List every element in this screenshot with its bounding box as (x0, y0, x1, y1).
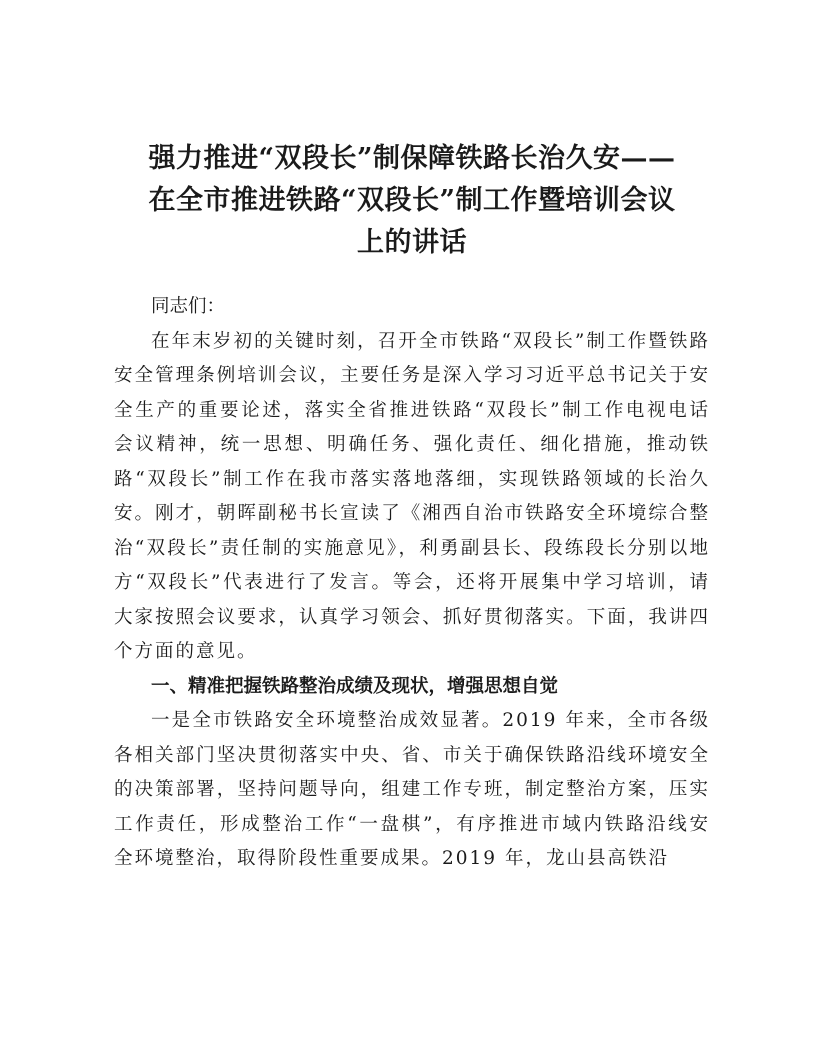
document-title (114, 138, 710, 264)
document-page (114, 138, 710, 877)
title-line-1: 强力推进“双段长”制保障铁路长治久安—— (148, 143, 676, 174)
section-heading: 一、精准把握铁路整治成绩及现状，增强思想自觉 (151, 675, 559, 697)
title-line-2: 在全市推进铁路“双段长”制工作暨培训会议 (148, 185, 676, 216)
salutation: 同志们： (151, 296, 226, 317)
body-paragraph: 一是全市铁路安全环境整治成效显著。2019 年来，全市各级各相关部门坚决贯彻落实中央、省、市关于确保铁路沿线环境安全的决策部署，坚持问题导向，组建工作专班，制定整治方案，压实工作责任，形成整治工作“一盘棋”，有序推进市域内铁路沿线安全环境整治，取得阶段性重要成果。2019 年，龙山县高铁沿 (114, 710, 710, 869)
title-line-3: 上的讲话 (357, 227, 467, 258)
opening-paragraph: 在年末岁初的关键时刻，召开全市铁路“双段长”制工作暨铁路安全管理条例培训会议，主要任务是深入学习习近平总书记关于安全生产的重要论述，落实全省推进铁路“双段长”制工作电视电话会议精神，统一思想、明确任务、强化责任、细化措施，推动铁路“双段长”制工作在我市落实落地落细，实现铁路领域的长治久安。刚才，朝晖副秘书长宣读了《湘西自治市铁路安全环境综合整治“双段长”责任制的实施意见》，利勇副县长、段练段长分别以地方“双段长”代表进行了发言。等会，还将开展集中学习培训，请大家按照会议要求，认真学习领会、抓好贯彻落实。下面，我讲四个方面的意见。 (114, 330, 710, 662)
